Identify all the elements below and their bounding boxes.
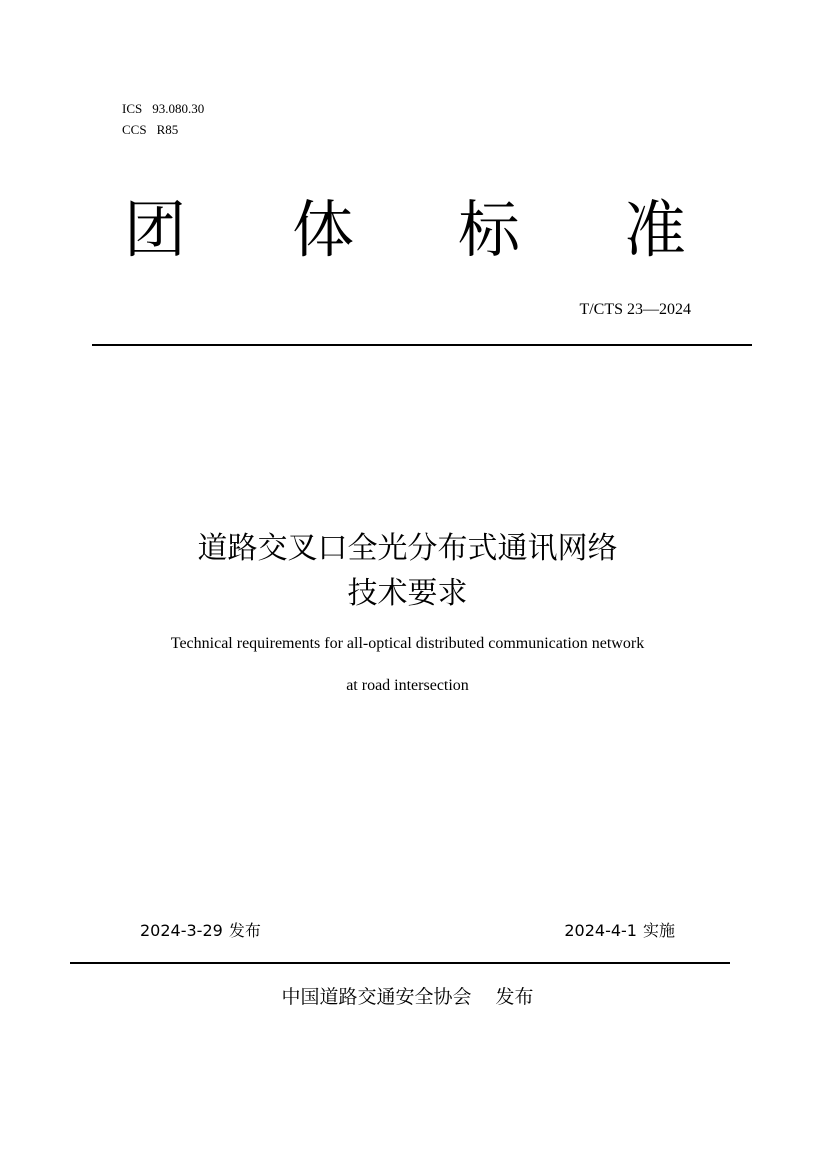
publisher-name: 中国道路交通安全协会 (281, 986, 472, 1008)
ccs-label: CCS (122, 122, 147, 137)
english-title-line-1: Technical requirements for all-optical distributed communication network (170, 635, 645, 652)
ics-code (122, 101, 204, 117)
chinese-title-line-1: 道路交叉口全光分布式通讯网络 (197, 531, 618, 566)
top-divider (92, 344, 752, 346)
ics-value: 93.080.30 (152, 101, 205, 116)
implementation-date-value: 2024-4-1 (564, 921, 637, 940)
standard-type-char-2: 体 (292, 193, 355, 266)
implementation-date (564, 920, 675, 942)
issue-date (140, 920, 261, 942)
issue-date-label: 发布 (228, 921, 261, 940)
bottom-divider (70, 962, 730, 964)
standard-type-char-1: 团 (124, 193, 187, 266)
ics-label: ICS (122, 101, 143, 116)
publisher-action: 发布 (495, 986, 534, 1008)
publisher (0, 984, 815, 1010)
standard-number: T/CTS 23—2024 (579, 301, 691, 318)
ccs-code (122, 122, 178, 138)
standard-type-char-4: 准 (624, 193, 687, 266)
standard-type-char-3: 标 (458, 193, 521, 266)
issue-date-value: 2024-3-29 (140, 921, 223, 940)
chinese-title-line-2: 技术要求 (347, 576, 468, 611)
implementation-date-label: 实施 (642, 921, 675, 940)
ccs-value: R85 (156, 122, 179, 137)
english-title-line-2: at road intersection (346, 677, 469, 694)
